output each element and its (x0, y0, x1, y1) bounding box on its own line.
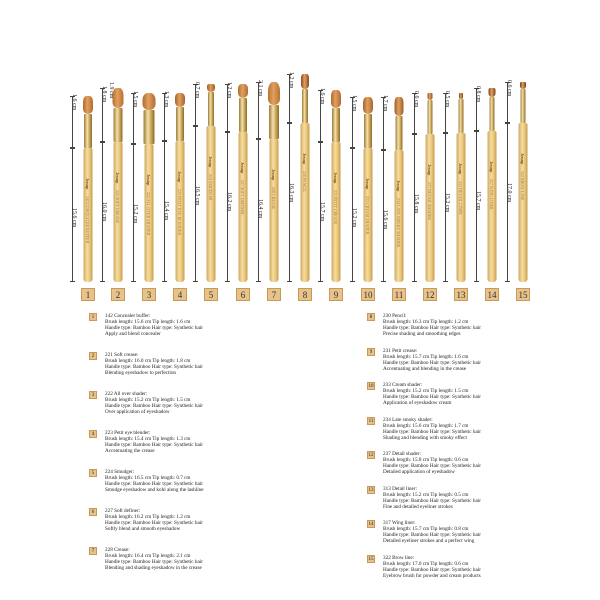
brush-number-badge: 11 (392, 288, 406, 301)
description-line: Blending eyeshadow to perfection (105, 370, 177, 377)
description-title: 227 Soft definer: (105, 508, 141, 514)
brush-description (368, 485, 583, 510)
description-number-badge: 4 (89, 430, 97, 438)
handle-length-label: 15.7 cm (319, 202, 325, 222)
brush-handle (519, 123, 528, 282)
description-line: Brush length: 16.3 cm Tip length: 1.2 cm (383, 319, 469, 326)
handle-label: 322 BROW LINE (520, 171, 525, 201)
description-number-badge: 9 (367, 348, 375, 356)
description-number-badge: 3 (89, 391, 97, 399)
handle-label: 317 WING LINER (489, 179, 494, 210)
description-line: Brush length: 15.2 cm Tip length: 1.5 cm (105, 397, 191, 404)
description-line: Handle type: Bamboo Hair type: Synthetic hair (105, 442, 203, 449)
brush-number-badge: 3 (142, 288, 156, 301)
description-number-badge: 1 (89, 313, 97, 321)
description-number-badge: 13 (368, 487, 374, 493)
brush-number-badge: 1 (81, 288, 95, 301)
handle-length-label: 16.4 cm (257, 199, 263, 219)
brand-logo: Jessup (333, 172, 338, 184)
brand-logo: Jessup (177, 171, 182, 183)
tip-length-label: 0.5 cm (444, 91, 450, 108)
description-title: 224 Smudger: (105, 469, 135, 475)
description-title: 234 Late smoky shader: (383, 416, 433, 423)
handle-label: 230 PENCIL (302, 171, 307, 192)
description-line: Shading and blending with smoky effect (383, 434, 467, 441)
handle-length-label: 15.8 cm (413, 194, 419, 214)
description-line: Handle type: Bamboo Hair type: Synthetic hair (105, 520, 203, 527)
description-title: 223 Petit eye blender: (105, 430, 151, 436)
handle-label: 234 LATE SMOKY SHADER (396, 198, 401, 248)
description-line: Apply and blend concealer (105, 331, 161, 338)
brush-number-badge: 5 (204, 288, 218, 301)
brush-tip (520, 82, 526, 89)
handle-label: 313 DETAIL LINER (458, 181, 463, 215)
description-line: Handle type: Bamboo Hair type: Synthetic hair (105, 325, 203, 332)
description-title: 317 Wing liner: (383, 520, 416, 526)
description-line: Brush length: 16.2 cm Tip length: 1.2 cm (105, 514, 191, 521)
handle-length-label: 15.6 cm (382, 210, 388, 230)
description-line: Brush length: 15.6 cm Tip length: 1.6 cm (105, 319, 191, 326)
brush-ferrule (144, 110, 155, 144)
brush-description (91, 352, 305, 377)
handle-length-label: 15.6 cm (71, 208, 77, 228)
description-title: 233 Cream shader: (383, 382, 423, 388)
brush-tip (207, 84, 215, 92)
description-line: Brush length: 15.7 cm Tip length: 0.8 cm (383, 526, 469, 533)
description-line: Brush length: 15.7 cm Tip length: 1.6 cm (383, 353, 469, 360)
description-line: Handle type: Bamboo Hair type: Synthetic hair (383, 394, 481, 401)
brush-number-badge: 10 (361, 288, 375, 301)
brush-number-badge: 14 (485, 288, 499, 301)
description-title: 322 Brow line: (383, 554, 415, 561)
brush-description (91, 391, 305, 416)
description-line: Brush length: 16.0 cm Tip length: 1.8 cm (105, 358, 191, 365)
tip-length-label: 1.8 cm (101, 86, 107, 103)
brush-description (368, 382, 583, 407)
description-number-badge: 10 (368, 384, 374, 389)
brand-logo: Jessup (396, 180, 401, 192)
description-line: Fine and detailed eyeliner strokes (383, 503, 453, 510)
description-line: Handle type: Bamboo Hair type: Synthetic hair (105, 403, 203, 410)
brush-description (368, 554, 583, 579)
brush-ferrule (364, 114, 372, 148)
description-number-badge: 7 (89, 547, 97, 555)
description-line: Detailed application of eyeshadow (383, 469, 455, 476)
brush-number-badge: 9 (329, 288, 343, 301)
description-line: Over application of eyeshadow (105, 409, 170, 416)
description-line: Handle type: Bamboo Hair type: Synthetic hair (383, 532, 481, 539)
brand-logo: Jessup (85, 178, 90, 190)
handle-label: 227 SOFT DEFINER (240, 180, 245, 215)
brush-tip (113, 88, 124, 108)
brush-handle (207, 126, 216, 282)
description-line: Brush length: 15.6 cm Tip length: 1.7 cm (383, 422, 469, 429)
description-line: Handle type: Bamboo Hair type: Synthetic hair (383, 566, 481, 573)
handle-label: 233 CREAM SHADER (365, 196, 370, 235)
brush-handle (301, 123, 310, 282)
handle-length-label: 17.0 cm (506, 183, 512, 203)
description-number-badge: 5 (89, 469, 97, 477)
brush-description (368, 520, 583, 545)
brand-logo: Jessup (240, 162, 245, 174)
brush-tip (83, 96, 93, 114)
description-line: Softly blend and smooth eyeshadow (105, 526, 181, 533)
description-number-badge: 2 (89, 352, 97, 360)
description-number-badge: 12 (368, 453, 374, 458)
brush-tip (301, 74, 309, 89)
tip-length-label: 1.7 cm (382, 95, 388, 112)
brand-logo: Jessup (115, 172, 120, 184)
brush-description (91, 547, 305, 572)
brush-tip (175, 93, 185, 107)
description-number-badge: 15 (368, 556, 374, 562)
handle-length-label: 15.2 cm (351, 208, 357, 228)
brand-logo: Jessup (302, 153, 307, 165)
brush-ferrule (114, 108, 123, 142)
brush-ferrule (302, 89, 308, 123)
description-line: Handle type: Bamboo Hair type: Synthetic hair (383, 428, 481, 435)
brush-ferrule (84, 114, 92, 148)
description-line: Handle type: Bamboo Hair type: Synthetic hair (105, 364, 203, 371)
brand-logo: Jessup (489, 161, 494, 173)
brush-tip (489, 88, 496, 97)
brush-ferrule (239, 98, 247, 132)
description-title: 231 Petit crease: (383, 347, 418, 354)
brush-ferrule (428, 100, 433, 134)
brand-logo: Jessup (458, 163, 463, 175)
brush-description (91, 469, 305, 494)
handle-label: 223 PETIT EYE BLENDER (177, 189, 182, 236)
description-line: Accentuating and blending in the crease (383, 365, 467, 372)
description-title: 228 Crease: (105, 547, 130, 553)
brush-tip (363, 97, 373, 114)
tip-length-label: 1.5 cm (351, 95, 357, 112)
tip-length-label: 0.7 cm (194, 82, 200, 99)
description-title: 142 Concealer buffer: (105, 313, 151, 319)
brand-logo: Jessup (520, 153, 525, 165)
handle-label: 224 SMUDGER (208, 174, 213, 201)
description-number-badge: 14 (368, 522, 374, 527)
description-line: Handle type: Bamboo Hair type: Synthetic hair (383, 463, 481, 470)
brush-number-badge: 2 (111, 288, 125, 301)
handle-label: 142 CONCEALER BUFFER (85, 196, 90, 244)
description-line: Application of eyeshadow cream (383, 400, 452, 407)
tip-length-label: 0.6 cm (506, 80, 512, 97)
description-title: 230 Pencil: (383, 313, 407, 319)
brand-logo: Jessup (208, 156, 213, 168)
description-line: Handle type: Bamboo Hair type: Synthetic hair (383, 497, 481, 504)
brand-logo: Jessup (146, 174, 151, 186)
brush-ferrule (269, 105, 279, 139)
brush-tip (331, 90, 341, 108)
description-line: Detailed eyeliner strokes and a perfect wing (383, 538, 475, 545)
brush-ferrule (459, 99, 464, 133)
handle-dimension-line (289, 123, 290, 282)
brush-number-badge: 12 (423, 288, 437, 301)
brush-number-badge: 13 (454, 288, 468, 301)
description-line: Blending and shading eyeshadow in the crease (105, 565, 202, 572)
handle-length-label: 16.0 cm (101, 202, 107, 222)
handle-length-label: 15.4 cm (163, 201, 169, 221)
description-title: 313 Detail liner: (383, 485, 417, 492)
description-line: Precise shading and smoothing edges (383, 331, 461, 338)
description-number-badge: 6 (89, 508, 97, 516)
handle-label: 237 DETAIL SHADER (427, 182, 432, 220)
brush-tip (395, 97, 404, 116)
brush-ferrule (490, 97, 495, 131)
description-title: 222 All over shader: (105, 391, 148, 397)
description-title: 237 Detail shader: (383, 451, 422, 457)
brush-description (369, 313, 583, 338)
tip-length-label: 0.8 cm (475, 86, 481, 103)
description-line: Smudge eyeshadow and kohl along the lashline (105, 487, 204, 494)
handle-length-label: 15.2 cm (444, 193, 450, 213)
tip-length-label: 1.5 cm (132, 91, 138, 108)
handle-label: 228 CREASE (271, 187, 276, 210)
description-line: Brush length: 15.2 cm Tip length: 0.5 cm (383, 491, 469, 498)
description-line: Handle type: Bamboo Hair type: Synthetic hair (383, 325, 481, 332)
description-line: Brush length: 15.2 cm Tip length: 1.5 cm (383, 388, 469, 395)
brush-description (368, 451, 583, 476)
brush-ferrule (521, 89, 526, 123)
description-line: Brush length: 17.0 cm Tip length: 0.6 cm (383, 560, 469, 567)
brush-ferrule (176, 107, 184, 141)
brush-description (368, 416, 583, 441)
brush-tip (143, 93, 156, 110)
brush-description (91, 508, 305, 533)
brush-number-badge: 7 (267, 288, 281, 301)
description-line: Brush length: 15.8 cm Tip length: 0.6 cm (383, 457, 469, 464)
description-line: Eyebrow brush for powder and cream products (383, 572, 481, 579)
tip-length-label: 1.6 cm (71, 94, 77, 111)
tip-length-label: 1.6 cm (319, 88, 325, 105)
description-line: Handle type: Bamboo Hair type: Synthetic hair (105, 559, 203, 566)
brush-ferrule (396, 116, 403, 150)
brush-description (91, 313, 305, 338)
handle-dimension-line (507, 123, 508, 282)
brand-logo: Jessup (365, 178, 370, 190)
brand-logo: Jessup (271, 169, 276, 181)
brush-number-badge: 4 (173, 288, 187, 301)
handle-length-label: 15.2 cm (132, 204, 138, 224)
tip-length-label: 1.2 cm (226, 82, 232, 99)
description-line: Brush length: 16.5 cm Tip length: 0.7 cm (105, 475, 191, 482)
brush-number-badge: 8 (298, 288, 312, 301)
tip-length-label: 0.6 cm (413, 91, 419, 108)
brush-description (369, 347, 583, 372)
description-line: Accentuating the crease (105, 448, 155, 455)
description-number-badge: 11 (368, 418, 374, 424)
description-line: Brush length: 15.4 cm Tip length: 1.3 cm (105, 436, 191, 443)
handle-length-label: 16.5 cm (194, 186, 200, 206)
description-line: Handle type: Bamboo Hair type: Synthetic hair (383, 359, 481, 366)
brush-number-badge: 15 (516, 288, 530, 301)
brush-tip (268, 82, 280, 105)
tip-length-label: 1.3 cm (163, 91, 169, 108)
handle-length-label: 16.2 cm (226, 192, 232, 212)
handle-length-label: 16.3 cm (288, 183, 294, 203)
brush-tip (428, 93, 433, 100)
description-line: Brush length: 16.4 cm Tip length: 2.1 cm (105, 553, 191, 560)
brand-logo: Jessup (427, 164, 432, 176)
brush-description (91, 430, 305, 455)
handle-length-label: 15.7 cm (475, 191, 481, 211)
handle-label: 231 PETIT CREASE (333, 190, 338, 225)
brush-handle (270, 139, 279, 282)
brush-tip (238, 84, 248, 98)
brush-ferrule (332, 108, 340, 142)
brush-number-badge: 6 (236, 288, 250, 301)
extra-length-label: 1.9 cm (108, 82, 114, 99)
tip-length-label: 1.2 cm (288, 72, 294, 89)
handle-label: 221 SOFT CREASE (115, 190, 120, 224)
description-number-badge: 8 (367, 313, 375, 321)
brush-ferrule (208, 92, 214, 126)
tip-length-label: 2.1 cm (257, 80, 263, 97)
handle-label: 222 ALL OVER SHADER (146, 192, 151, 236)
description-line: Handle type: Bamboo Hair type: Synthetic hair (105, 481, 203, 488)
description-title: 221 Soft crease: (105, 352, 139, 358)
